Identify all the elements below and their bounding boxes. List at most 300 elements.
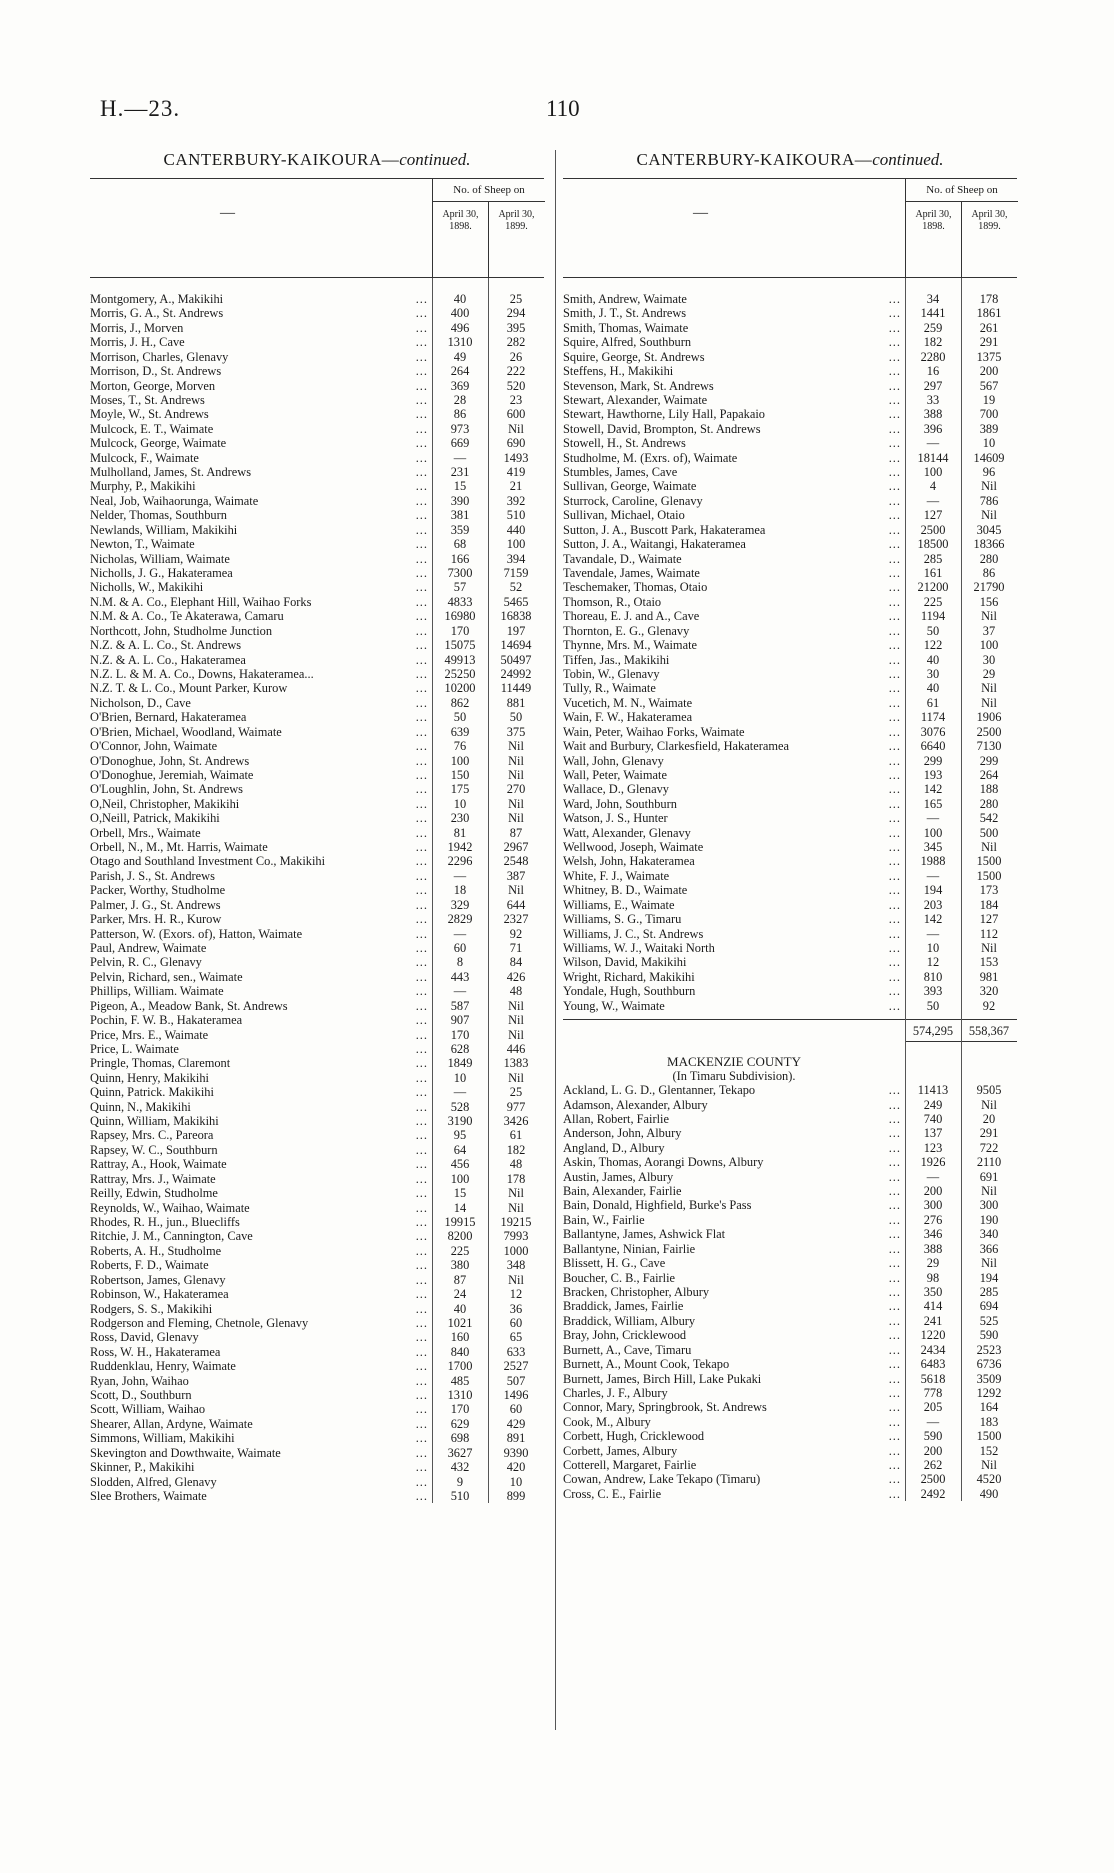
table-row xyxy=(90,1302,544,1316)
sheep-1898-cell: 2296 xyxy=(447,854,473,869)
owner-name-cell xyxy=(90,970,432,984)
owner-name-cell xyxy=(90,739,432,753)
table-row xyxy=(563,422,1017,436)
owner-name-cell xyxy=(563,335,905,349)
leader-dots: ... xyxy=(888,1111,901,1126)
sheep-1898-cell: 393 xyxy=(923,984,943,999)
leader-dots: ... xyxy=(415,695,428,710)
sheep-1899-cell: 183 xyxy=(979,1414,999,1429)
leader-dots: ... xyxy=(888,1328,901,1343)
owner-name-cell xyxy=(563,1372,905,1386)
sheep-1899-cell: 194 xyxy=(979,1270,999,1285)
owner-name-cell xyxy=(90,1114,432,1128)
sheep-1898-cell: 297 xyxy=(923,378,943,393)
owner-name-cell xyxy=(90,1215,432,1229)
sheep-1898-cell: 1310 xyxy=(447,1388,473,1403)
owner-name-cell xyxy=(90,826,432,840)
table-row xyxy=(563,854,1017,868)
sheep-1898-cell: 432 xyxy=(450,1460,470,1475)
sheep-1899-cell: 510 xyxy=(506,508,526,523)
owner-name: Wain, Peter, Waihao Forks, Waimate xyxy=(563,725,748,739)
table-row xyxy=(563,754,1017,768)
sheep-1899-cell: 285 xyxy=(979,1285,999,1299)
owner-name: Braddick, William, Albury xyxy=(563,1314,698,1328)
owner-name: N.Z. T. & L. Co., Mount Parker, Kurow xyxy=(90,681,290,695)
owner-name: Quinn, Patrick. Makikihi xyxy=(90,1085,217,1099)
leader-dots: ... xyxy=(415,1114,428,1129)
sheep-1899-cell: 507 xyxy=(506,1373,526,1388)
sheep-1898-cell: 1194 xyxy=(920,609,946,624)
sheep-1898-cell: 359 xyxy=(450,522,470,537)
table-row xyxy=(563,1386,1017,1400)
sheep-1899-cell: 48 xyxy=(509,1157,523,1172)
sheep-1899-cell: 395 xyxy=(506,320,526,335)
table-row xyxy=(90,350,544,364)
sheep-1898-cell: 3190 xyxy=(447,1114,473,1129)
leader-dots: ... xyxy=(415,1460,428,1475)
sheep-1898-cell: 225 xyxy=(450,1243,470,1258)
sheep-1899-cell: 394 xyxy=(506,551,526,566)
table-row xyxy=(563,552,1017,566)
table-row xyxy=(90,854,544,868)
leader-dots: ... xyxy=(888,1414,901,1429)
sheep-1898-cell: 170 xyxy=(450,623,470,638)
sheep-1899-cell: 694 xyxy=(979,1299,999,1314)
leader-dots: ... xyxy=(415,349,428,364)
sheep-1898-cell: 98 xyxy=(926,1270,940,1285)
leader-dots: ... xyxy=(415,407,428,422)
table-row xyxy=(90,883,544,897)
owner-name: Reynolds, W., Waihao, Waimate xyxy=(90,1201,253,1215)
owner-name: Sutton, J. A., Buscott Park, Hakateramea xyxy=(563,523,768,537)
leader-dots: ... xyxy=(415,1359,428,1374)
owner-name: Reilly, Edwin, Studholme xyxy=(90,1186,221,1200)
table-row xyxy=(90,797,544,811)
leader-dots: ... xyxy=(415,710,428,725)
sheep-1899-cell: 21790 xyxy=(973,580,1005,595)
sheep-1899-cell: Nil xyxy=(508,1027,524,1042)
header-dash: — xyxy=(220,205,235,221)
leader-dots: ... xyxy=(415,1402,428,1417)
sheep-1898-cell: 1310 xyxy=(447,335,473,350)
owner-name: Bracken, Christopher, Albury xyxy=(563,1285,712,1299)
owner-name: Wait and Burbury, Clarkesfield, Hakateramea xyxy=(563,739,792,753)
owner-name: Ackland, L. G. D., Glentanner, Tekapo xyxy=(563,1083,758,1097)
table-row xyxy=(90,898,544,912)
table-row xyxy=(90,335,544,349)
table-row xyxy=(563,494,1017,508)
sheep-1899-cell: 600 xyxy=(506,407,526,422)
owner-name-cell xyxy=(563,1242,905,1256)
owner-name-cell xyxy=(90,306,432,320)
owner-name-cell xyxy=(563,1213,905,1227)
owner-name-cell xyxy=(563,1415,905,1429)
owner-name-cell xyxy=(563,854,905,868)
sheep-1899-cell: 899 xyxy=(506,1489,526,1504)
sheep-1899-cell: 26 xyxy=(509,349,523,364)
table-row xyxy=(563,653,1017,667)
sheep-1899-cell: 173 xyxy=(979,883,999,898)
sheep-1898-cell: 2500 xyxy=(920,522,946,537)
owner-name: Whitney, B. D., Waimate xyxy=(563,883,690,897)
sheep-1898-cell: 142 xyxy=(923,782,943,797)
sheep-1899-cell: 366 xyxy=(979,1241,999,1256)
sheep-1899-cell: 9505 xyxy=(976,1083,1002,1098)
sheep-1899-cell: 633 xyxy=(506,1344,526,1359)
owner-name-cell xyxy=(563,1299,905,1313)
table-row xyxy=(563,1098,1017,1112)
owner-name: Northcott, John, Studholme Junction xyxy=(90,624,275,638)
owner-name-cell xyxy=(90,1143,432,1157)
table-row xyxy=(90,1475,544,1489)
sheep-1899-cell: 291 xyxy=(979,335,999,350)
leader-dots: ... xyxy=(888,710,901,725)
sheep-1899-cell: Nil xyxy=(981,1184,997,1199)
owner-name: Tiffen, Jas., Makikihi xyxy=(563,653,672,667)
owner-name-cell xyxy=(90,292,432,306)
sheep-1898-cell: 350 xyxy=(923,1285,943,1299)
leader-dots: ... xyxy=(888,1357,901,1372)
sheep-1899-cell: Nil xyxy=(508,421,524,436)
leader-dots: ... xyxy=(415,926,428,941)
leader-dots: ... xyxy=(415,292,428,306)
sheep-1898-cell: 18 xyxy=(453,883,467,898)
sheep-1898-cell: 2434 xyxy=(920,1342,946,1357)
sheep-1899-cell: 1375 xyxy=(976,349,1002,364)
table-row xyxy=(90,984,544,998)
owner-name-cell xyxy=(563,465,905,479)
leader-dots: ... xyxy=(415,825,428,840)
leader-dots: ... xyxy=(888,811,901,826)
leader-dots: ... xyxy=(888,782,901,797)
owner-name-cell xyxy=(90,782,432,796)
table-row xyxy=(90,1157,544,1171)
sheep-1898-cell: 49913 xyxy=(444,652,476,667)
leader-dots: ... xyxy=(888,306,901,321)
owner-name: Mulholland, James, St. Andrews xyxy=(90,465,254,479)
table-row xyxy=(563,1357,1017,1371)
sheep-1898-cell: 60 xyxy=(453,940,467,955)
owner-name: Teschemaker, Thomas, Otaio xyxy=(563,580,710,594)
owner-name: Yondale, Hugh, Southburn xyxy=(563,984,698,998)
owner-name-cell xyxy=(90,725,432,739)
owner-name-cell xyxy=(90,1056,432,1070)
sheep-1899-cell: Nil xyxy=(508,796,524,811)
owner-name-cell xyxy=(90,1302,432,1316)
leader-dots: ... xyxy=(415,1301,428,1316)
owner-name-cell xyxy=(90,422,432,436)
leader-dots: ... xyxy=(415,1200,428,1215)
owner-name-cell xyxy=(563,1227,905,1241)
owner-name-cell xyxy=(563,768,905,782)
sheep-1898-cell: 29 xyxy=(926,1256,940,1271)
leader-dots: ... xyxy=(888,1385,901,1400)
owner-name: Roberts, F. D., Waimate xyxy=(90,1258,212,1272)
sheep-1898-cell: — xyxy=(453,984,467,999)
leader-dots: ... xyxy=(888,364,901,379)
owner-name-cell xyxy=(563,306,905,320)
table-row xyxy=(563,941,1017,955)
sheep-1899-cell: 977 xyxy=(506,1099,526,1114)
sheep-1898-cell: 14 xyxy=(453,1200,467,1215)
leader-dots: ... xyxy=(415,1229,428,1244)
leader-dots: ... xyxy=(415,1272,428,1287)
owner-name-cell xyxy=(90,1345,432,1359)
sheep-1898-cell: 200 xyxy=(923,1443,943,1458)
table-row xyxy=(90,1128,544,1142)
sheep-1898-cell: 68 xyxy=(453,537,467,552)
sheep-1899-cell: 722 xyxy=(979,1140,999,1155)
sheep-1899-cell: 2548 xyxy=(503,854,529,869)
sheep-1899-cell: 392 xyxy=(506,493,526,508)
sheep-1898-cell: 629 xyxy=(450,1416,470,1431)
leader-dots: ... xyxy=(888,522,901,537)
owner-name: Williams, J. C., St. Andrews xyxy=(563,927,706,941)
sheep-1899-cell: 71 xyxy=(509,940,523,955)
owner-name: Robinson, W., Hakateramea xyxy=(90,1287,232,1301)
sheep-1899-cell: 881 xyxy=(506,695,526,710)
sheep-1899-cell: 20 xyxy=(982,1111,996,1126)
table-row xyxy=(90,508,544,522)
leader-dots: ... xyxy=(415,1315,428,1330)
table-row xyxy=(563,912,1017,926)
owner-name: Sullivan, George, Waimate xyxy=(563,479,699,493)
leader-dots: ... xyxy=(415,1215,428,1229)
leader-dots: ... xyxy=(888,767,901,782)
table-row xyxy=(90,927,544,941)
sheep-1898-cell: 25250 xyxy=(444,666,476,681)
owner-name-cell xyxy=(90,840,432,854)
owner-name: Stowell, H., St. Andrews xyxy=(563,436,689,450)
leader-dots: ... xyxy=(415,1287,428,1302)
owner-name: Morrison, D., St. Andrews xyxy=(90,364,224,378)
table-row xyxy=(563,566,1017,580)
table-row xyxy=(90,1028,544,1042)
sheep-1898-cell: 100 xyxy=(923,825,943,840)
owner-name-cell xyxy=(90,1100,432,1114)
table-row xyxy=(90,1489,544,1503)
owner-name: Tobin, W., Glenavy xyxy=(563,667,663,681)
owner-name: Bain, Donald, Highfield, Burke's Pass xyxy=(563,1198,754,1212)
leader-dots: ... xyxy=(415,364,428,379)
owner-name-cell xyxy=(563,379,905,393)
owner-name-cell xyxy=(90,1128,432,1142)
sheep-1899-cell: 87 xyxy=(509,825,523,840)
owner-name: Scott, D., Southburn xyxy=(90,1388,195,1402)
table-row xyxy=(563,1372,1017,1386)
owner-name-cell xyxy=(563,566,905,580)
table-row xyxy=(90,941,544,955)
table-row xyxy=(90,811,544,825)
leader-dots: ... xyxy=(415,681,428,696)
table-row xyxy=(563,1184,1017,1198)
table-row xyxy=(90,1100,544,1114)
sheep-1898-cell: 28 xyxy=(453,392,467,407)
table-row xyxy=(90,407,544,421)
sheep-1898-cell: 200 xyxy=(923,1184,943,1199)
sheep-1898-cell: 16980 xyxy=(444,609,476,624)
sheep-1899-cell: 7159 xyxy=(503,566,529,581)
sheep-1898-cell: 4833 xyxy=(447,594,473,609)
sheep-1899-cell: 300 xyxy=(979,1198,999,1213)
total-1898: 574,295 xyxy=(905,1020,961,1042)
owner-name: Ryan, John, Waihao xyxy=(90,1374,192,1388)
table-row xyxy=(563,927,1017,941)
sheep-1899-cell: 25 xyxy=(509,292,523,306)
table-row xyxy=(90,653,544,667)
sheep-1899-cell: 24992 xyxy=(500,666,532,681)
table-row xyxy=(90,465,544,479)
sheep-1898-cell: 10 xyxy=(926,940,940,955)
owner-name-cell xyxy=(563,912,905,926)
owner-name-cell xyxy=(90,999,432,1013)
leader-dots: ... xyxy=(888,1270,901,1285)
table-row xyxy=(90,768,544,782)
owner-name: Cowan, Andrew, Lake Tekapo (Timaru) xyxy=(563,1472,763,1486)
sheep-1898-cell: 485 xyxy=(450,1373,470,1388)
sheep-1899-cell: 100 xyxy=(979,638,999,653)
sheep-1898-cell: 396 xyxy=(923,421,943,436)
table-row xyxy=(90,1417,544,1431)
owner-name: Corbett, James, Albury xyxy=(563,1444,680,1458)
owner-name: Morris, G. A., St. Andrews xyxy=(90,306,226,320)
sheep-1898-cell: 1441 xyxy=(920,306,946,321)
table-row xyxy=(563,306,1017,320)
owner-name: Thynne, Mrs. M., Waimate xyxy=(563,638,700,652)
sheep-1899-cell: 1861 xyxy=(976,306,1002,321)
sheep-1899-cell: 3426 xyxy=(503,1114,529,1129)
table-row xyxy=(563,1242,1017,1256)
owner-name-cell xyxy=(90,898,432,912)
leader-dots: ... xyxy=(888,335,901,350)
leader-dots: ... xyxy=(415,955,428,970)
leader-dots: ... xyxy=(888,984,901,999)
sheep-1899-cell: 1496 xyxy=(503,1388,529,1403)
leader-dots: ... xyxy=(888,609,901,624)
sheep-1899-cell: 446 xyxy=(506,1041,526,1056)
owner-name: Skevington and Dowthwaite, Waimate xyxy=(90,1446,284,1460)
owner-name: O'Brien, Michael, Woodland, Waimate xyxy=(90,725,285,739)
owner-name: Slee Brothers, Waimate xyxy=(90,1489,210,1503)
owner-name: Mulcock, George, Waimate xyxy=(90,436,229,450)
table-row xyxy=(563,465,1017,479)
table-row xyxy=(563,292,1017,306)
owner-name: Morton, George, Morven xyxy=(90,379,218,393)
table-row xyxy=(90,1085,544,1099)
sheep-1899-cell: 182 xyxy=(506,1142,526,1157)
sheep-1899-cell: 264 xyxy=(979,767,999,782)
sheep-1898-cell: 49 xyxy=(453,349,467,364)
owner-name-cell xyxy=(90,407,432,421)
table-row xyxy=(563,638,1017,652)
sheep-1899-cell: 6736 xyxy=(976,1357,1002,1372)
sheep-1898-cell: 262 xyxy=(923,1458,943,1473)
leader-dots: ... xyxy=(415,537,428,552)
sheep-1898-cell: 299 xyxy=(923,753,943,768)
table-row xyxy=(90,364,544,378)
owner-name: Nicholas, William, Waimate xyxy=(90,552,233,566)
sheep-1899-cell: Nil xyxy=(981,609,997,624)
sheep-1898-cell: 973 xyxy=(450,421,470,436)
table-row xyxy=(563,984,1017,998)
leader-dots: ... xyxy=(415,493,428,508)
sheep-1898-cell: 1926 xyxy=(920,1155,946,1170)
owner-name: Neal, Job, Waihaorunga, Waimate xyxy=(90,494,261,508)
sheep-1899-cell: 280 xyxy=(979,551,999,566)
owner-name: Blissett, H. G., Cave xyxy=(563,1256,668,1270)
table-row xyxy=(563,696,1017,710)
owner-name: Young, W., Waimate xyxy=(563,999,668,1013)
owner-name-cell xyxy=(563,1141,905,1155)
owner-name-cell xyxy=(90,811,432,825)
leader-dots: ... xyxy=(888,566,901,581)
page-id: H.—23. xyxy=(100,96,181,121)
owner-name-cell xyxy=(90,1172,432,1186)
owner-name: Thornton, E. G., Glenavy xyxy=(563,624,692,638)
owner-name-cell xyxy=(90,955,432,969)
owner-name: Angland, D., Albury xyxy=(563,1141,668,1155)
owner-name: Mulcock, F., Waimate xyxy=(90,451,202,465)
leader-dots: ... xyxy=(415,1142,428,1157)
owner-name-cell xyxy=(90,1013,432,1027)
sheep-1899-cell: Nil xyxy=(508,1013,524,1028)
sheep-1899-cell: 10 xyxy=(982,436,996,451)
owner-name: Stevenson, Mark, St. Andrews xyxy=(563,379,717,393)
table-row xyxy=(563,364,1017,378)
sheep-1898-cell: 12 xyxy=(926,955,940,970)
owner-name: Vucetich, M. N., Waimate xyxy=(563,696,695,710)
sheep-1898-cell: 810 xyxy=(923,969,943,984)
owner-name: Quinn, William, Makikihi xyxy=(90,1114,222,1128)
owner-name-cell xyxy=(90,1417,432,1431)
table-row xyxy=(563,898,1017,912)
section-title: MACKENZIE COUNTY xyxy=(667,1054,801,1070)
left-table-body xyxy=(90,292,544,1503)
sheep-1899-cell: 112 xyxy=(979,926,999,941)
sheep-1899-cell: 891 xyxy=(506,1431,526,1446)
leader-dots: ... xyxy=(415,306,428,321)
leader-dots: ... xyxy=(888,1083,901,1098)
table-row xyxy=(90,1330,544,1344)
sheep-1898-cell: 8200 xyxy=(447,1229,473,1244)
owner-name: White, F. J., Waimate xyxy=(563,869,672,883)
owner-name: Orbell, N., M., Mt. Harris, Waimate xyxy=(90,840,271,854)
leader-dots: ... xyxy=(888,1155,901,1170)
leader-dots: ... xyxy=(888,724,901,739)
sheep-1899-cell: 4520 xyxy=(976,1472,1002,1487)
sheep-1898-cell: 259 xyxy=(923,320,943,335)
owner-name: Adamson, Alexander, Albury xyxy=(563,1098,711,1112)
sheep-1898-cell: 76 xyxy=(453,739,467,754)
sheep-1899-cell: 30 xyxy=(982,652,996,667)
owner-name-cell xyxy=(563,422,905,436)
leader-dots: ... xyxy=(415,450,428,465)
sheep-1899-cell: 190 xyxy=(979,1212,999,1227)
owner-name: Stowell, David, Brompton, St. Andrews xyxy=(563,422,764,436)
sheep-1898-cell: 40 xyxy=(926,681,940,696)
sheep-1898-cell: 61 xyxy=(926,695,940,710)
owner-name-cell xyxy=(90,321,432,335)
owner-name: O'Donoghue, Jeremiah, Waimate xyxy=(90,768,256,782)
table-row xyxy=(90,1345,544,1359)
owner-name: Williams, W. J., Waitaki North xyxy=(563,941,718,955)
leader-dots: ... xyxy=(415,522,428,537)
owner-name-cell xyxy=(563,754,905,768)
table-row xyxy=(563,1141,1017,1155)
owner-name-cell xyxy=(563,436,905,450)
owner-name: Sturrock, Caroline, Glenavy xyxy=(563,494,706,508)
table-row xyxy=(563,955,1017,969)
